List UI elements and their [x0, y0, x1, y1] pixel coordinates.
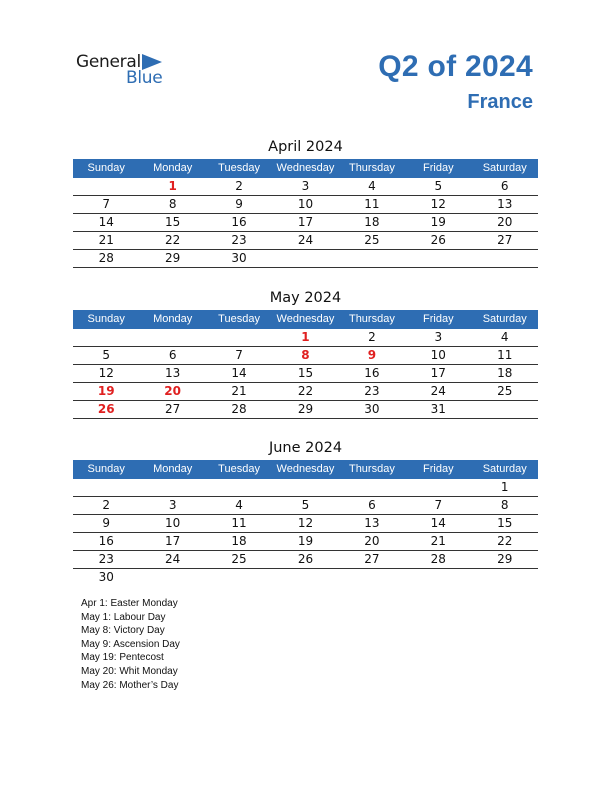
week-row	[73, 178, 538, 196]
day-cell: 22	[497, 534, 513, 548]
empty-day-cell	[405, 250, 471, 267]
empty-day-cell	[139, 329, 205, 346]
day-cell: 25	[364, 233, 380, 247]
day-cell: 15	[297, 366, 314, 380]
week-row	[73, 365, 538, 383]
day-cell: 27	[164, 402, 181, 416]
day-cell: 22	[297, 384, 314, 398]
day-cell: 18	[231, 534, 247, 548]
day-cell: 13	[364, 516, 380, 530]
day-cell: 30	[364, 402, 380, 416]
week-row	[73, 214, 538, 232]
day-cell: 5	[301, 498, 310, 512]
empty-day-cell	[73, 178, 139, 195]
empty-day-cell	[206, 569, 272, 586]
day-cell: 1	[301, 330, 310, 344]
day-cell: 21	[430, 534, 446, 548]
holiday-entry: Apr 1: Easter Monday	[81, 598, 178, 609]
empty-day-cell	[405, 479, 471, 496]
week-row	[73, 515, 538, 533]
day-cell: 17	[430, 366, 446, 380]
day-cell: 14	[430, 516, 446, 530]
week-row	[73, 250, 538, 268]
month-june	[73, 438, 538, 586]
day-cell: 18	[364, 215, 380, 229]
empty-day-cell	[339, 479, 405, 496]
day-cell: 24	[430, 384, 446, 398]
empty-day-cell	[472, 569, 538, 586]
day-cell: 15	[164, 215, 181, 229]
weekday-label: Friday	[423, 313, 454, 325]
day-cell: 13	[164, 366, 181, 380]
day-cell: 4	[235, 498, 243, 512]
day-cell: 27	[364, 552, 380, 566]
weekday-label: Saturday	[482, 463, 527, 475]
day-cell: 12	[98, 366, 114, 380]
week-row	[73, 533, 538, 551]
day-cell: 15	[497, 516, 513, 530]
day-cell: 12	[297, 516, 314, 530]
day-cell: 9	[367, 348, 377, 362]
week-row	[73, 551, 538, 569]
week-row	[73, 232, 538, 250]
week-row	[73, 196, 538, 214]
day-cell: 21	[231, 384, 247, 398]
weekday-label: Wednesday	[276, 313, 335, 325]
weekday-label: Friday	[423, 463, 454, 475]
logo-general-text: General	[76, 52, 141, 72]
empty-day-cell	[206, 329, 272, 346]
day-cell: 26	[97, 402, 115, 416]
empty-day-cell	[139, 569, 205, 586]
day-cell: 7	[434, 498, 443, 512]
day-cell: 16	[231, 215, 247, 229]
month-may	[73, 288, 538, 419]
weekday-label: Wednesday	[276, 463, 335, 475]
month-april	[73, 137, 538, 268]
weekday-label: Sunday	[87, 463, 125, 475]
holiday-entry: May 1: Labour Day	[81, 611, 166, 623]
weekday-label: Monday	[153, 162, 193, 174]
month-title: May 2024	[269, 290, 342, 306]
week-row	[73, 569, 538, 586]
week-row	[73, 497, 538, 515]
page-title: Q2 of 2024	[378, 50, 533, 83]
day-cell: 4	[500, 330, 509, 344]
weekday-header	[73, 159, 538, 178]
day-cell: 26	[430, 233, 446, 247]
day-cell: 19	[430, 215, 446, 229]
empty-day-cell	[339, 569, 405, 586]
weekday-label: Monday	[153, 463, 193, 475]
day-cell: 3	[168, 498, 177, 512]
day-cell: 5	[102, 348, 111, 362]
day-cell: 14	[98, 215, 114, 229]
month-grid	[73, 178, 538, 268]
day-cell: 11	[231, 516, 247, 530]
day-cell: 23	[364, 384, 380, 398]
day-cell: 20	[164, 384, 181, 398]
day-cell: 11	[497, 348, 513, 362]
weekday-label: Thursday	[348, 162, 395, 174]
day-cell: 3	[301, 179, 310, 193]
empty-day-cell	[272, 250, 338, 267]
day-cell: 1	[168, 179, 177, 193]
day-cell: 23	[231, 233, 247, 247]
empty-day-cell	[73, 479, 139, 496]
empty-day-cell	[272, 569, 338, 586]
weekday-label: Tuesday	[218, 162, 260, 174]
day-cell: 27	[497, 233, 513, 247]
holiday-entry: May 8: Victory Day	[81, 625, 165, 637]
day-cell: 26	[297, 552, 314, 566]
empty-day-cell	[206, 479, 272, 496]
day-cell: 6	[168, 348, 177, 362]
holiday-entry: May 20: Whit Monday	[81, 665, 178, 677]
day-cell: 13	[497, 197, 513, 211]
logo-blue-text: Blue	[126, 68, 163, 88]
weekday-label: Sunday	[87, 162, 125, 174]
month-grid	[73, 479, 538, 586]
month-title: June 2024	[268, 440, 343, 456]
day-cell: 18	[497, 366, 513, 380]
day-cell: 10	[164, 516, 181, 530]
weekday-label: Friday	[423, 162, 454, 174]
weekday-label: Tuesday	[218, 313, 260, 325]
day-cell: 6	[368, 498, 376, 512]
empty-day-cell	[272, 479, 338, 496]
day-cell: 16	[98, 534, 114, 548]
empty-day-cell	[472, 401, 538, 418]
day-cell: 7	[102, 197, 111, 211]
day-cell: 1	[500, 480, 509, 494]
holiday-entry: May 9: Ascension Day	[81, 638, 180, 650]
day-cell: 3	[434, 330, 443, 344]
empty-day-cell	[405, 569, 471, 586]
empty-day-cell	[139, 479, 205, 496]
day-cell: 2	[235, 179, 243, 193]
weekday-label: Wednesday	[276, 162, 335, 174]
day-cell: 28	[430, 552, 446, 566]
day-cell: 21	[98, 233, 114, 247]
generalblue-logo	[76, 52, 176, 92]
week-row	[73, 347, 538, 365]
week-row	[73, 383, 538, 401]
day-cell: 29	[297, 402, 314, 416]
weekday-label: Thursday	[348, 463, 395, 475]
day-cell: 25	[231, 552, 247, 566]
day-cell: 29	[497, 552, 513, 566]
day-cell: 8	[168, 197, 177, 211]
day-cell: 20	[364, 534, 380, 548]
day-cell: 2	[368, 330, 376, 344]
weekday-header	[73, 460, 538, 479]
day-cell: 10	[297, 197, 314, 211]
day-cell: 22	[164, 233, 181, 247]
day-cell: 31	[430, 402, 446, 416]
day-cell: 5	[434, 179, 443, 193]
day-cell: 7	[235, 348, 243, 362]
day-cell: 4	[368, 179, 376, 193]
holiday-entry: May 26: Mother’s Day	[81, 679, 179, 691]
day-cell: 20	[497, 215, 513, 229]
weekday-label: Sunday	[87, 313, 125, 325]
day-cell: 6	[500, 179, 509, 193]
holiday-list	[81, 597, 180, 692]
month-title: April 2024	[268, 139, 343, 155]
day-cell: 9	[102, 516, 111, 530]
day-cell: 19	[97, 384, 115, 398]
empty-day-cell	[339, 250, 405, 267]
empty-day-cell	[472, 250, 538, 267]
weekday-label: Tuesday	[218, 463, 260, 475]
day-cell: 11	[364, 197, 380, 211]
day-cell: 12	[430, 197, 446, 211]
day-cell: 17	[164, 534, 181, 548]
day-cell: 23	[98, 552, 114, 566]
week-row	[73, 479, 538, 497]
day-cell: 30	[231, 251, 247, 265]
day-cell: 10	[430, 348, 446, 362]
day-cell: 2	[102, 498, 111, 512]
day-cell: 16	[364, 366, 380, 380]
day-cell: 25	[497, 384, 513, 398]
empty-day-cell	[73, 329, 139, 346]
day-cell: 14	[231, 366, 247, 380]
day-cell: 30	[98, 570, 114, 584]
weekday-label: Saturday	[482, 313, 527, 325]
day-cell: 9	[235, 197, 243, 211]
weekday-header	[73, 310, 538, 329]
day-cell: 29	[164, 251, 181, 265]
holiday-entry: May 19: Pentecost	[81, 652, 164, 664]
day-cell: 19	[297, 534, 314, 548]
week-row	[73, 329, 538, 347]
day-cell: 28	[231, 402, 247, 416]
weekday-label: Saturday	[482, 162, 527, 174]
day-cell: 8	[500, 498, 509, 512]
weekday-label: Thursday	[348, 313, 395, 325]
day-cell: 24	[164, 552, 181, 566]
country-name: France	[467, 91, 533, 113]
month-grid	[73, 329, 538, 419]
weekday-label: Monday	[153, 313, 193, 325]
day-cell: 8	[301, 348, 310, 362]
week-row	[73, 401, 538, 419]
day-cell: 28	[98, 251, 114, 265]
day-cell: 17	[297, 215, 314, 229]
day-cell: 24	[297, 233, 314, 247]
